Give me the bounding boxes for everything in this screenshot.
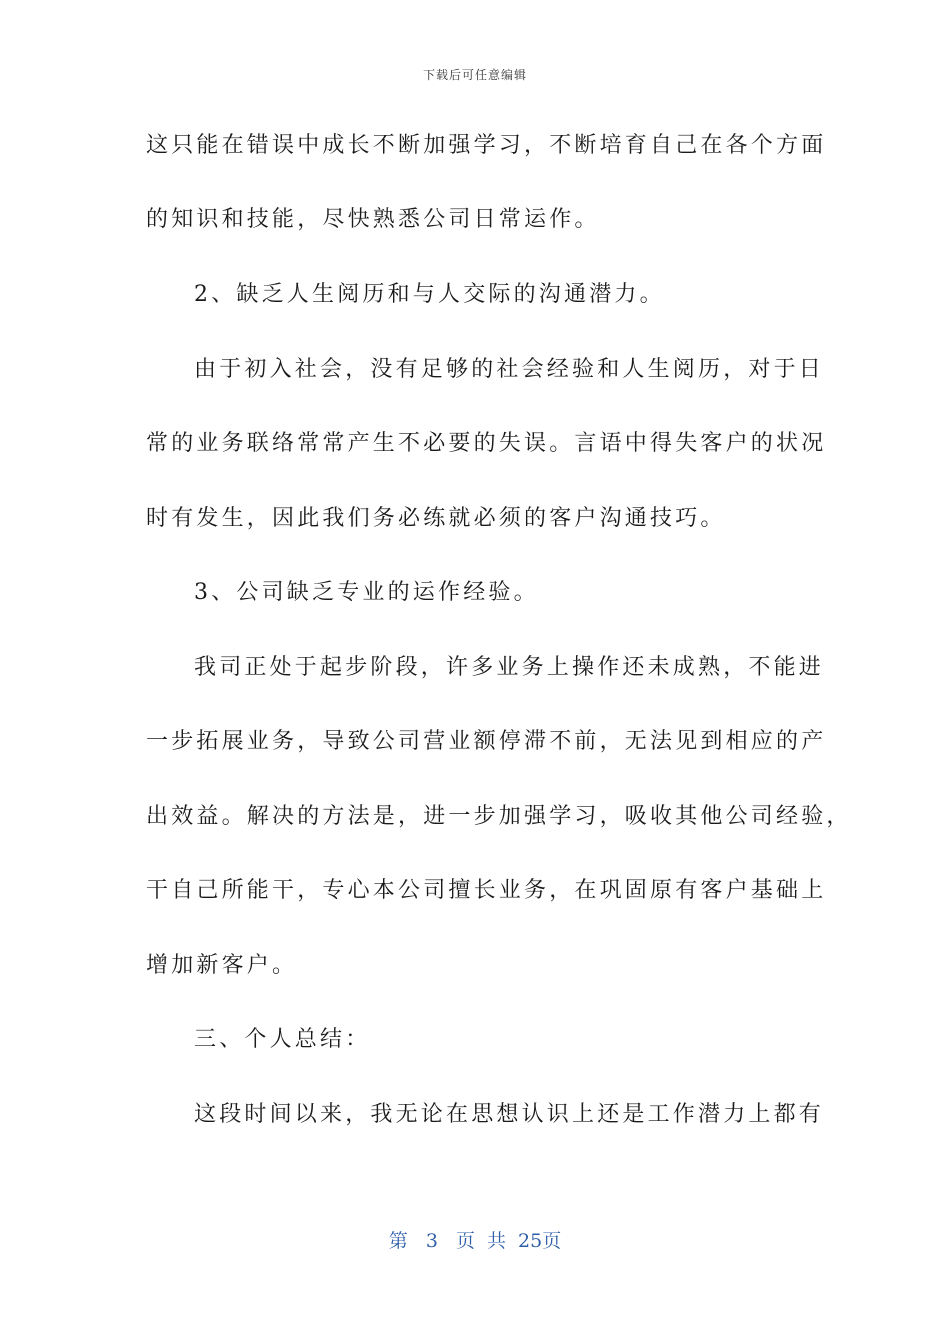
body-line: 时有发生，因此我们务必练就必须的客户沟通技巧。 — [146, 506, 726, 531]
body-line: 常的业务联络常常产生不必要的失误。言语中得失客户的状况 — [146, 431, 827, 456]
section-heading: 2、缺乏人生阅历和与人交际的沟通潜力。 — [194, 282, 665, 307]
footer-prefix: 第 — [388, 1230, 408, 1252]
section-heading: 三、个人总结： — [194, 1027, 371, 1052]
body-line: 干自己所能干，专心本公司擅长业务，在巩固原有客户基础上 — [146, 878, 827, 903]
body-line: 我司正处于起步阶段，许多业务上操作还未成熟，不能进 — [194, 655, 825, 680]
body-line: 的知识和技能，尽快熟悉公司日常运作。 — [146, 207, 600, 232]
header-note: 下载后可任意编辑 — [422, 68, 527, 82]
total-pages: 25页 — [518, 1230, 562, 1252]
body-line: 一步拓展业务，导致公司营业额停滞不前，无法见到相应的产 — [146, 729, 827, 754]
current-page-number: 3 — [425, 1230, 438, 1252]
footer-middle: 页 共 — [455, 1230, 506, 1252]
section-heading: 3、公司缺乏专业的运作经验。 — [194, 580, 539, 605]
body-line: 这段时间以来，我无论在思想认识上还是工作潜力上都有 — [194, 1102, 825, 1127]
page-number-footer — [0, 1226, 950, 1253]
body-line: 这只能在错误中成长不断加强学习，不断培育自己在各个方面 — [146, 133, 827, 158]
body-line: 增加新客户。 — [146, 953, 298, 978]
body-line: 出效益。解决的方法是，进一步加强学习，吸收其他公司经验， — [146, 804, 852, 829]
body-line: 由于初入社会，没有足够的社会经验和人生阅历，对于日 — [194, 357, 825, 382]
